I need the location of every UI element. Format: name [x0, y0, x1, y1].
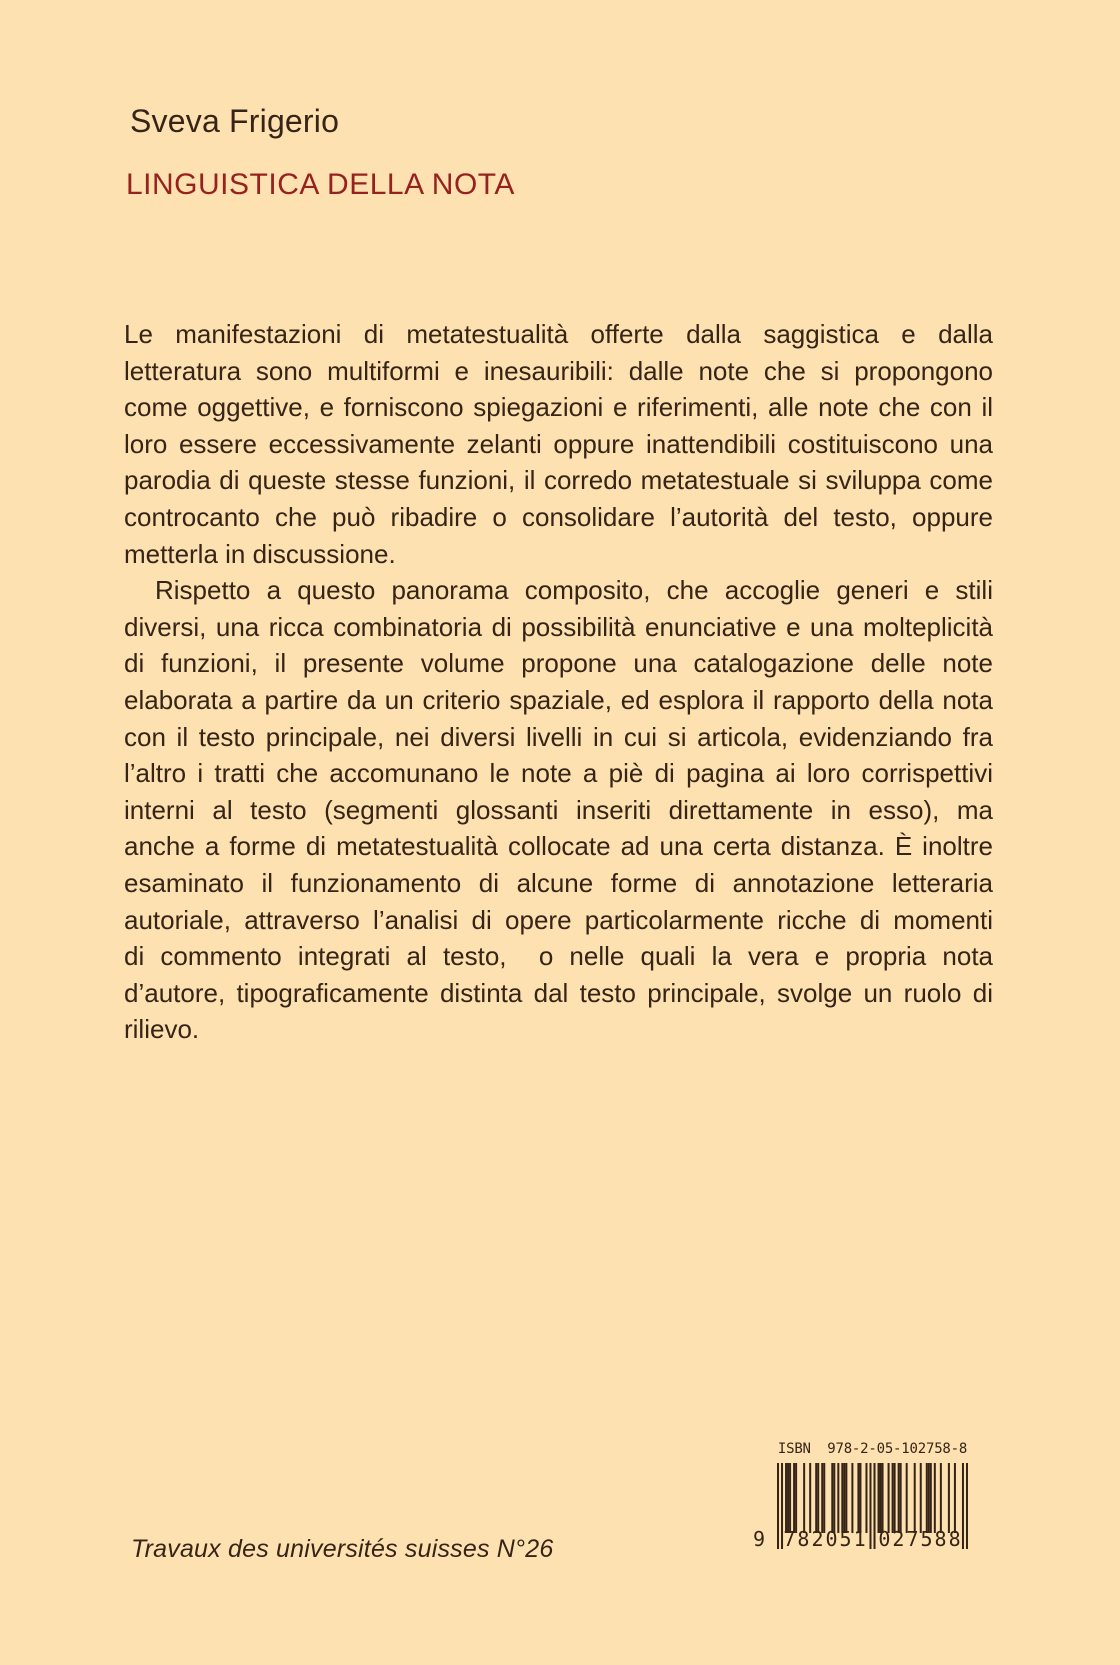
- blurb-line: Le manifestazioni di metatestualità offerte dalla saggistica e dalla: [124, 319, 993, 349]
- blurb-line: di commento integrati al testo, o nelle quali la vera e propria nota: [124, 941, 993, 972]
- barcode-digits-right: 027588: [878, 1527, 963, 1551]
- isbn-label: ISBN 978-2-05-102758-8: [777, 1441, 968, 1457]
- blurb-line: autoriale, attraverso l’analisi di opere particolarmente ricche di momenti: [124, 904, 993, 935]
- blurb-line: elaborata a partire da un criterio spaziale, ed esplora il rapporto della nota: [124, 684, 993, 715]
- blurb-line: Rispetto a questo panorama composito, che accoglie generi e stili: [155, 575, 993, 606]
- blurb-line: d’autore, tipograficamente distinta dal testo principale, svolge un ruolo di: [124, 977, 993, 1008]
- blurb-line: controcanto che può ribadire o consolidare l’autorità del testo, oppure: [124, 501, 993, 532]
- blurb-line: di funzioni, il presente volume propone una catalogazione delle note: [124, 648, 993, 679]
- blurb-line: anche a forme di metatestualità collocate ad una certa distanza. È inoltre: [124, 831, 993, 862]
- blurb-line: interni al testo (segmenti glossanti inseriti direttamente in esso), ma: [124, 794, 993, 825]
- blurb-line: rilievo.: [124, 1014, 200, 1045]
- blurb-line: esaminato il funzionamento di alcune forme di annotazione letteraria: [124, 867, 993, 898]
- blurb-line: diversi, una ricca combinatoria di possibilità enunciative e una molteplicità: [124, 611, 993, 642]
- blurb: [124, 316, 993, 1048]
- blurb-line: come oggettive, e forniscono spiegazioni e riferimenti, alle note che con il: [124, 392, 993, 423]
- barcode-digits-left: 782051: [783, 1527, 868, 1551]
- blurb-line: parodia di queste stesse funzioni, il corredo metatestuale si sviluppa come: [124, 465, 993, 496]
- series-title: Travaux des universités suisses N°26: [131, 1535, 554, 1563]
- blurb-line: loro essere eccessivamente zelanti oppure inattendibili costituiscono una: [124, 428, 993, 459]
- blurb-line: metterla in discussione.: [124, 538, 396, 569]
- barcode-digit-first: 9: [753, 1527, 766, 1551]
- book-title: LINGUISTICA DELLA NOTA: [126, 168, 515, 201]
- blurb-line: letteratura sono multiformi e inesauribili: dalle note che si propongono: [124, 355, 993, 386]
- blurb-line: con il testo principale, nei diversi livelli in cui si articola, evidenziando fra: [124, 721, 993, 752]
- blurb-line: l’altro i tratti che accomunano le note a piè di pagina ai loro corrispettivi: [124, 758, 993, 789]
- author-name: Sveva Frigerio: [130, 103, 340, 139]
